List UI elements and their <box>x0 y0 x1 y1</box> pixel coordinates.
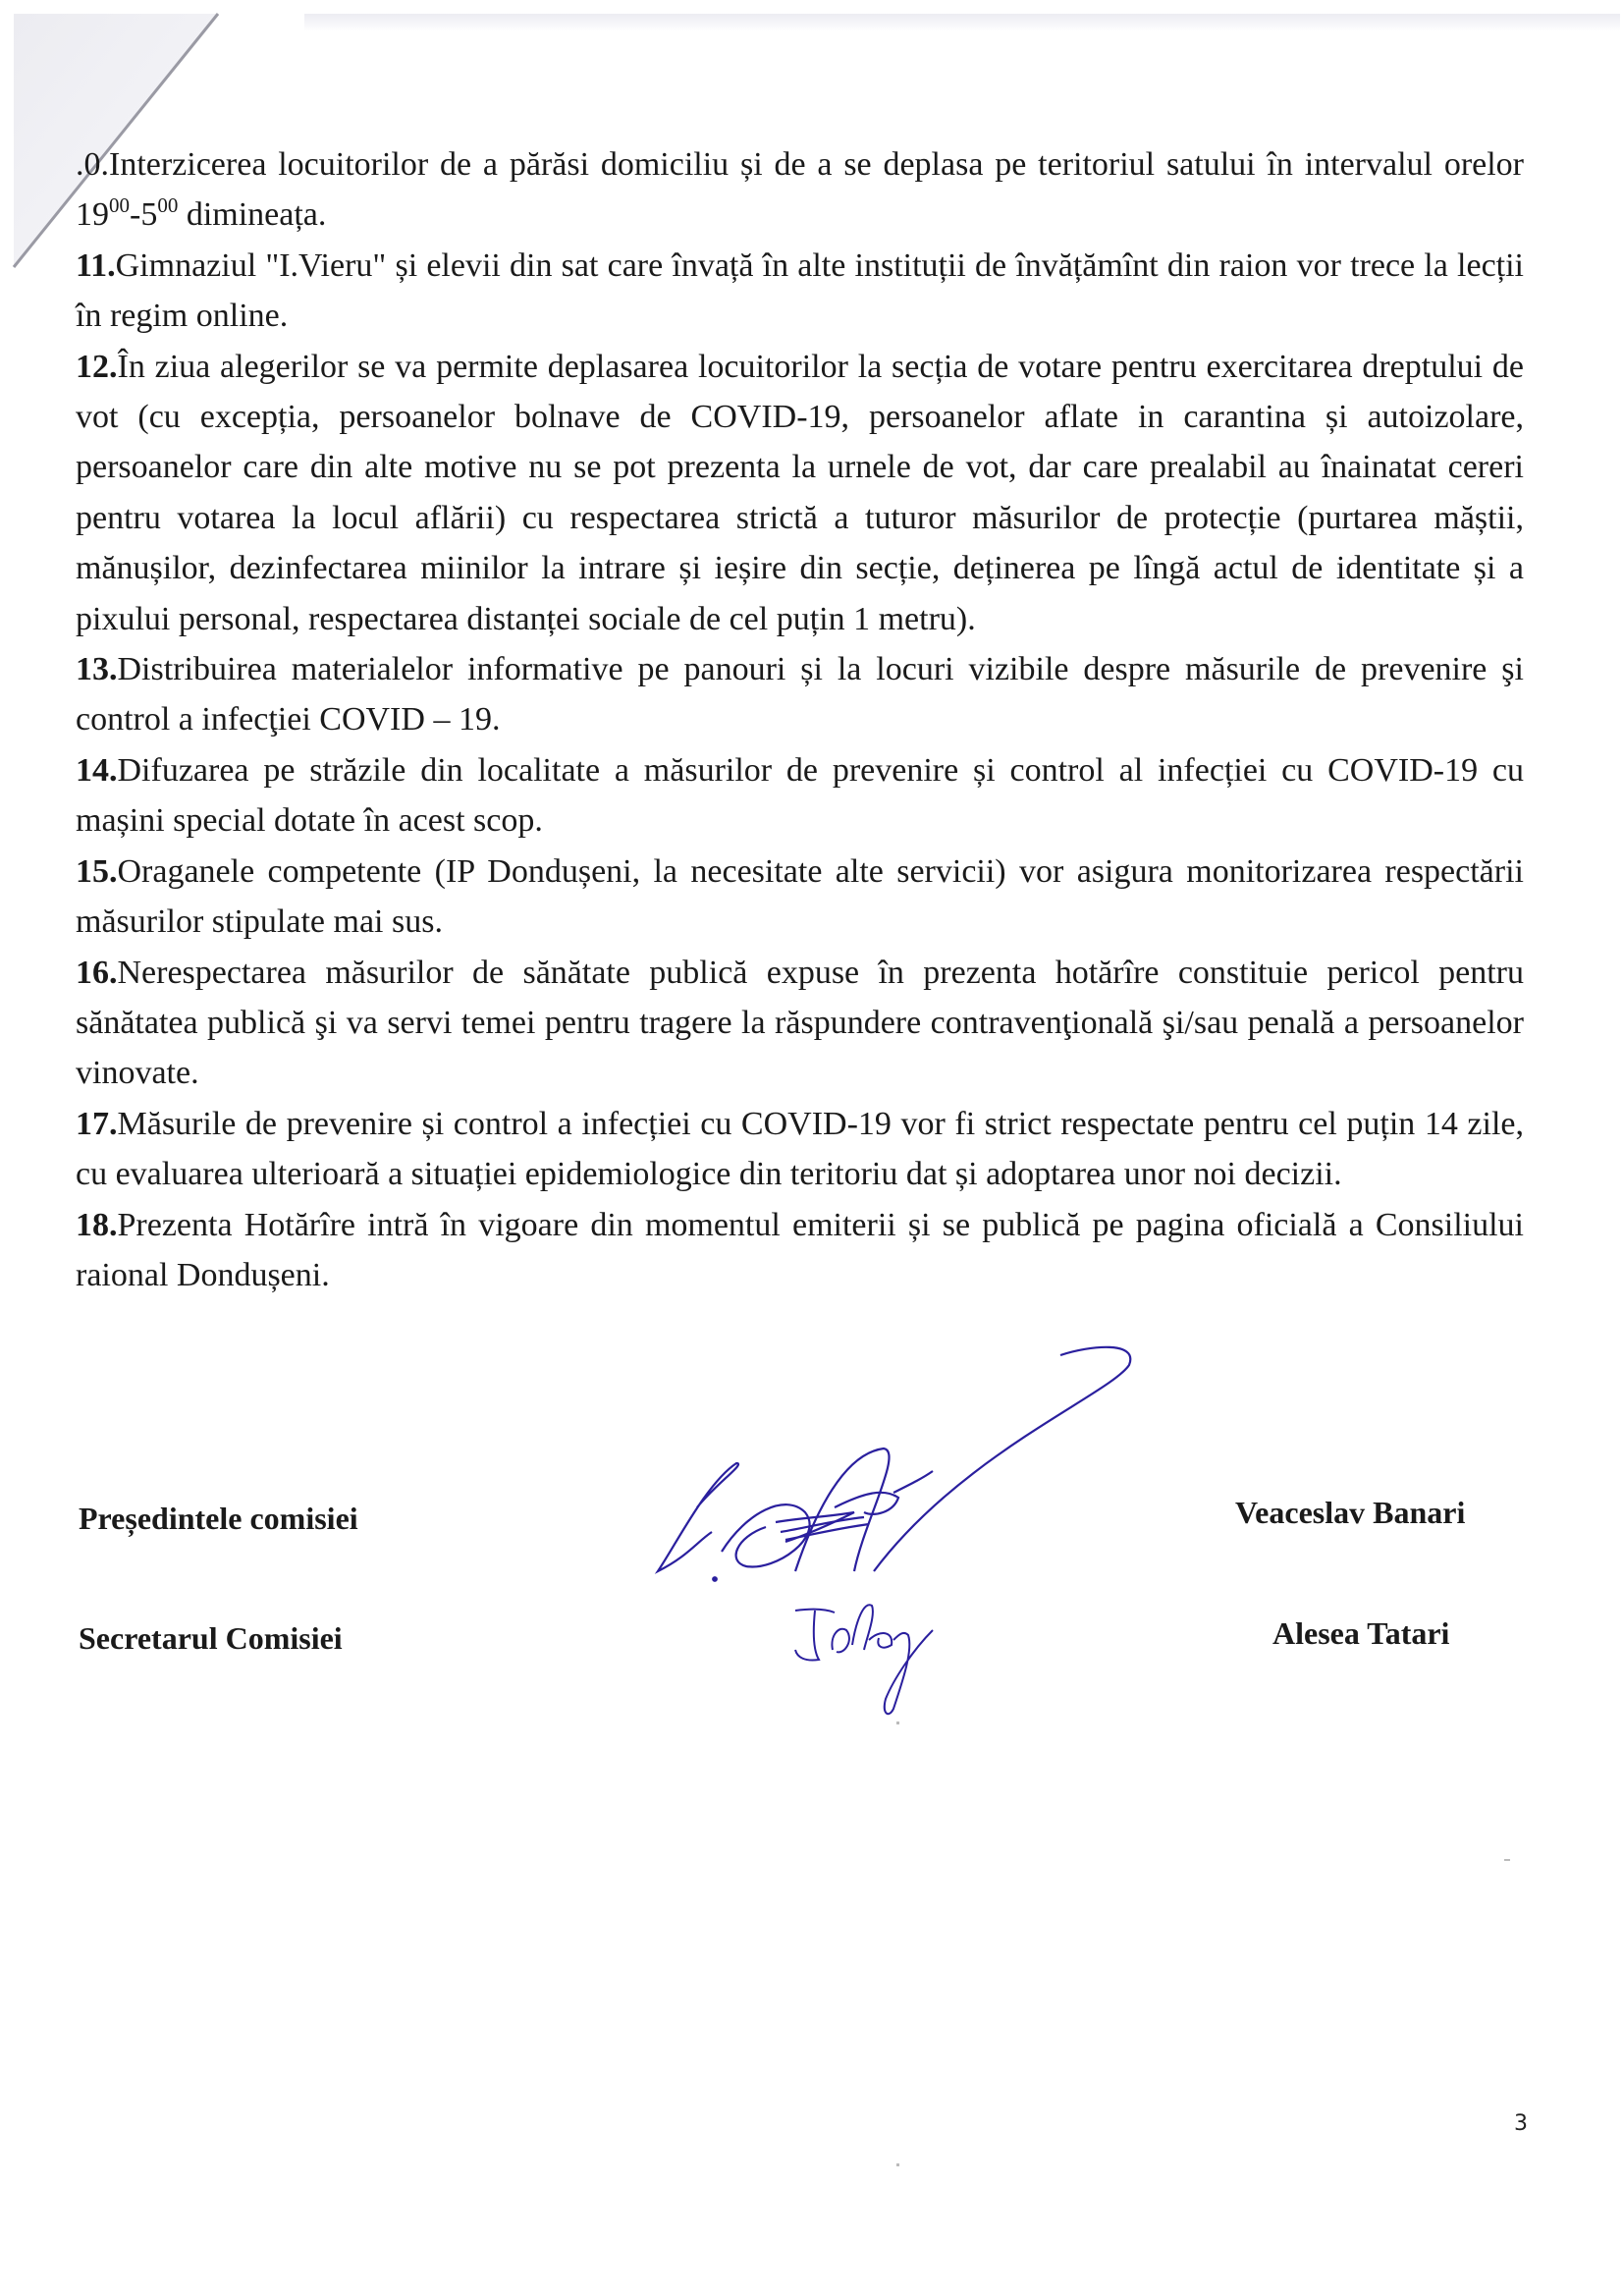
superscript: 00 <box>109 193 130 218</box>
item-text: dimineața. <box>178 196 327 234</box>
item-text: Interzicerea locuitorilor de a părăsi domiciliu și de a se deplasa pe teritoriul satului în intervalul orelor 19 <box>76 146 1524 234</box>
item-text: Distribuirea materialelor informative pe panouri și la locuri vizibile despre măsurile de prevenire şi control a infecţiei COVID – 19. <box>76 651 1524 738</box>
scan-top-edge-shadow <box>304 14 1620 31</box>
item-number: 12. <box>76 348 118 385</box>
item-number: 11. <box>76 246 116 284</box>
item-number: 14. <box>76 751 118 789</box>
item-18 <box>76 1200 1524 1301</box>
item-13 <box>76 644 1524 745</box>
item-number: 16. <box>76 954 118 991</box>
president-signature <box>628 1345 1178 1601</box>
item-text: În ziua alegerilor se va permite deplasarea locuitorilor la secția de votare pentru exercitarea dreptului de vot (cu excepția, persoanelor bolnave de COVID-19, persoanelor aflate in carantina și autoizolare, persoanelor care din alte motive nu se pot prezenta la urnele de vot, dar care prealabil au înainatat cereri pentru votarea la locul aflării) cu respectarea strictă a tuturor măsurilor de protecție (purtarea măștii, mănușilor, dezinfectarea miinilor la intrare și ieșire din secție, deținerea pe lîngă actul de identitate și a pixului personal, respectarea distanței sociale de cel puțin 1 metru). <box>76 348 1524 637</box>
item-number: 18. <box>76 1206 118 1243</box>
item-14 <box>76 745 1524 847</box>
superscript: 00 <box>157 193 179 218</box>
scan-speck <box>1504 1859 1510 1861</box>
scan-speck <box>896 2163 899 2166</box>
item-number: 17. <box>76 1105 118 1142</box>
item-text: Gimnaziul "I.Vieru" și elevii din sat care învață în alte instituții de învățămînt din raion vor trece la lecții în regim online. <box>76 246 1524 335</box>
item-text: Oraganele competente (IP Dondușeni, la necesitate alte servicii) vor asigura monitorizarea respectării măsurilor stipulate mai sus. <box>76 852 1524 941</box>
item-11 <box>76 241 1524 342</box>
item-number: 15. <box>76 852 118 890</box>
item-text: -5 <box>130 196 158 234</box>
item-number: .0. <box>76 146 109 183</box>
scan-speck <box>896 1722 899 1724</box>
item-16 <box>76 948 1524 1099</box>
document-body <box>76 139 1524 1300</box>
president-title: Președintele comisiei <box>79 1501 358 1536</box>
item-text: Nerespectarea măsurilor de sănătate publică expuse în prezenta hotărîre constituie pericol pentru sănătatea publică şi va servi temei pentru tragere la răspundere contravenţională şi/sau penală a persoanelor vinovate. <box>76 954 1524 1092</box>
secretary-title: Secretarul Comisiei <box>79 1620 343 1656</box>
item-10 <box>76 139 1524 241</box>
page-number: 3 <box>1514 2111 1528 2136</box>
item-17 <box>76 1099 1524 1200</box>
item-text: Măsurile de prevenire și control a infecției cu COVID-19 vor fi strict respectate pentru cel puțin 14 zile, cu evaluarea ulterioară a situației epidemiologice din teritoriu dat și adoptarea unor noi decizii. <box>76 1105 1524 1193</box>
secretary-name: Alesea Tatari <box>1272 1615 1450 1651</box>
secretary-signature <box>785 1591 962 1728</box>
item-15 <box>76 847 1524 948</box>
item-number: 13. <box>76 651 118 688</box>
item-text: Difuzarea pe străzile din localitate a măsurilor de prevenire și control al infecției cu COVID-19 cu mașini special dotate în acest scop. <box>76 751 1524 840</box>
president-name: Veaceslav Banari <box>1235 1495 1466 1530</box>
item-12 <box>76 342 1524 644</box>
item-text: Prezenta Hotărîre intră în vigoare din momentul emiterii și se publică pe pagina oficială a Consiliului raional Dondușeni. <box>76 1206 1524 1293</box>
